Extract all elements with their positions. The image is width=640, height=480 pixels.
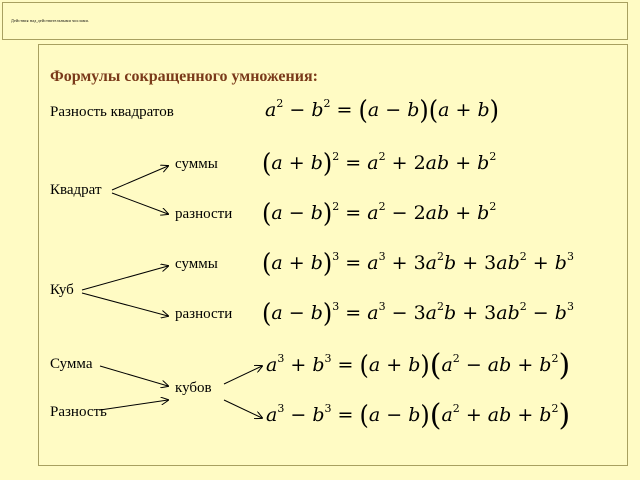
formula-cube-of-sum: $(a + b)^3 = a^3 + 3a^2b + 3ab^2 + b^3$ xyxy=(262,247,574,279)
label-difference-of-squares: Разность квадратов xyxy=(50,104,174,120)
label-cube-of-sum: суммы xyxy=(175,256,218,272)
page-title: Формулы сокращенного умножения: xyxy=(50,68,318,85)
formula-difference-of-squares: $a^2 - b^2 = (a - b)(a + b)$ xyxy=(265,94,499,126)
header-box xyxy=(2,2,628,40)
label-cubes: кубов xyxy=(175,380,212,396)
label-cube: Куб xyxy=(50,282,74,298)
label-cube-of-difference: разности xyxy=(175,306,233,322)
label-difference: Разность xyxy=(50,404,107,420)
formula-square-of-difference: $(a - b)^2 = a^2 - 2ab + b^2$ xyxy=(262,197,497,229)
formula-cube-of-difference: $(a - b)^3 = a^3 - 3a^2b + 3ab^2 - b^3$ xyxy=(262,297,574,329)
header-caption: Действия над действительными числами. xyxy=(11,18,90,23)
formula-difference-of-cubes: $a^3 - b^3 = (a - b)(a^2$ + ab + $b^2$) xyxy=(266,398,571,433)
formula-square-of-sum: $(a + b)^2 = a^2 + 2ab + b^2$ xyxy=(262,147,497,179)
label-sum: Сумма xyxy=(50,356,93,372)
formula-sum-of-cubes: $a^3 + b^3 = (a + b)(a^2$ − ab + $b^2$) xyxy=(266,348,571,383)
label-square-of-difference: разности xyxy=(175,206,233,222)
label-square-of-sum: суммы xyxy=(175,156,218,172)
label-square: Квадрат xyxy=(50,182,102,198)
